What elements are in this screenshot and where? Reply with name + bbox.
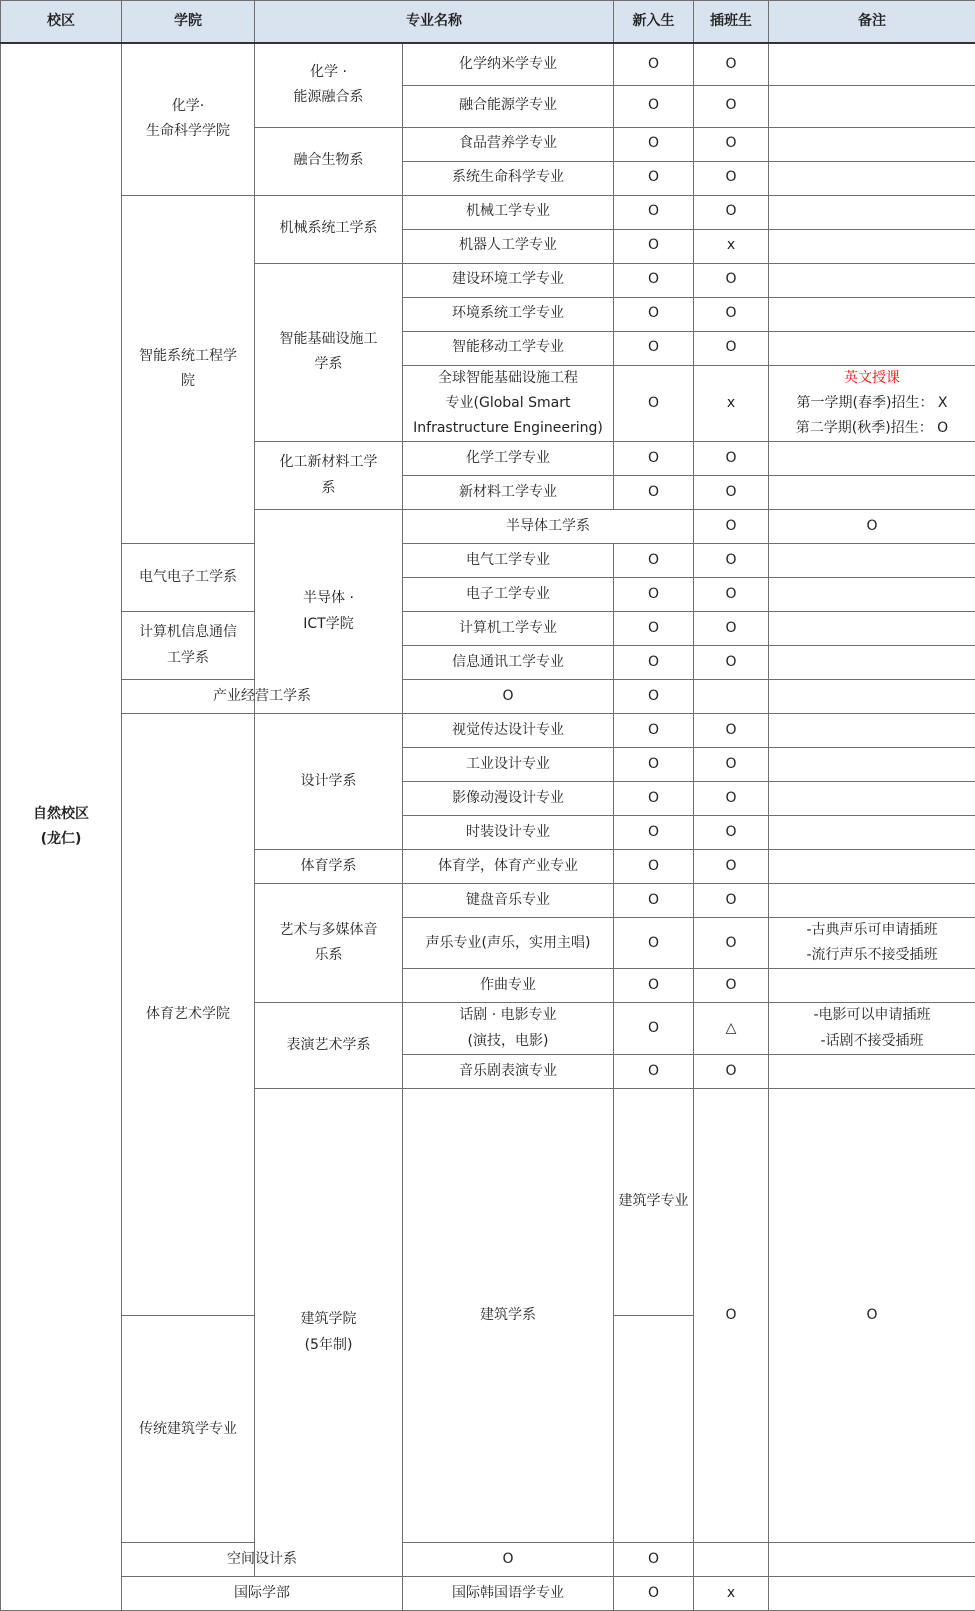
freshman-mark: O [614, 969, 694, 1003]
major-food-nutrition: 食品营养学专业 [403, 127, 614, 161]
dept-performance: 表演艺术学系 [255, 1003, 403, 1088]
major-composition: 作曲专业 [403, 969, 614, 1003]
remark-cell [769, 331, 975, 365]
freshman-mark: O [614, 297, 694, 331]
dept-chem-material [255, 442, 403, 510]
major-line: 全球智能基础设施工程 [407, 366, 609, 391]
major-industrial-design: 工业设计专业 [403, 748, 614, 782]
header-transfer: 插班生 [694, 1, 769, 44]
dept-line: 能源融合系 [259, 85, 398, 110]
transfer-mark: O [694, 161, 769, 195]
remark-cell [769, 195, 975, 229]
college-line: 生命科学学院 [126, 119, 250, 144]
classical-vocal-note: -古典声乐可申请插班 [773, 918, 971, 943]
transfer-mark: △ [694, 1003, 769, 1054]
remark-cell [769, 884, 975, 918]
transfer-mark: O [694, 969, 769, 1003]
dept-line: 计算机信息通信 [126, 620, 250, 645]
major-env-systems: 环境系统工学专业 [403, 297, 614, 331]
freshman-mark: O [614, 714, 694, 748]
remark-cell [769, 714, 975, 748]
transfer-mark: O [694, 476, 769, 510]
campus-location: (龙仁) [5, 827, 117, 852]
major-global-infra [403, 365, 614, 442]
freshman-mark: O [614, 442, 694, 476]
transfer-mark: O [694, 43, 769, 85]
transfer-mark: O [694, 195, 769, 229]
dept-line: 学系 [259, 352, 398, 377]
transfer-mark: O [694, 782, 769, 816]
freshman-mark: O [694, 510, 769, 544]
freshman-mark: O [614, 884, 694, 918]
transfer-mark: O [769, 510, 975, 544]
major-electrical: 电气工学专业 [403, 544, 614, 578]
major-fusion-energy: 融合能源学专业 [403, 85, 614, 127]
header-college: 学院 [122, 1, 255, 44]
table-row [1, 1577, 975, 1611]
transfer-mark: O [614, 1543, 694, 1577]
freshman-mark: O [614, 544, 694, 578]
header-remarks: 备注 [769, 1, 975, 44]
major-smart-mobility: 智能移动工学专业 [403, 331, 614, 365]
dept-bio-fusion: 融合生物系 [255, 127, 403, 195]
dept-line: 化工新材料工学 [259, 450, 398, 475]
freshman-mark: O [614, 85, 694, 127]
remark-cell [769, 816, 975, 850]
dept-space-design: 空间设计系 [122, 1543, 403, 1577]
freshman-mark: O [614, 1577, 694, 1611]
major-vocal: 声乐专业(声乐，实用主唱) [403, 918, 614, 969]
major-fashion-design: 时装设计专业 [403, 816, 614, 850]
freshman-mark: O [614, 331, 694, 365]
transfer-mark: O [694, 1054, 769, 1088]
remark-cell [769, 969, 975, 1003]
major-line: 话剧 · 电影专业 [407, 1003, 609, 1028]
campus-cell [1, 43, 122, 1611]
dept-architecture: 建筑学系 [403, 1088, 614, 1542]
freshman-mark: O [614, 816, 694, 850]
transfer-mark: O [694, 884, 769, 918]
transfer-mark: O [694, 331, 769, 365]
english-taught-note: 英文授课 [773, 366, 971, 391]
remark-drama [769, 1003, 975, 1054]
dept-line: 智能基础设施工 [259, 327, 398, 352]
freshman-mark: O [614, 43, 694, 85]
fall-note: 第二学期(秋季)招生： O [773, 416, 971, 441]
major-drama-film [403, 1003, 614, 1054]
dept-art-media [255, 884, 403, 1003]
remark-cell [769, 646, 975, 680]
dept-line: 乐系 [259, 943, 398, 968]
remark-cell [694, 1543, 769, 1577]
transfer-mark: O [694, 578, 769, 612]
header-row [1, 1, 975, 44]
dept-design: 设计学系 [255, 714, 403, 850]
transfer-mark: O [694, 918, 769, 969]
major-robot-eng: 机器人工学专业 [403, 229, 614, 263]
remark-cell [769, 127, 975, 161]
freshman-mark: O [614, 612, 694, 646]
remark-cell [769, 297, 975, 331]
remark-cell [769, 850, 975, 884]
major-computer-eng: 计算机工学专业 [403, 612, 614, 646]
transfer-mark: O [694, 646, 769, 680]
major-line: 专业(Global Smart [407, 391, 609, 416]
freshman-mark: O [614, 1054, 694, 1088]
dept-chem-energy [255, 43, 403, 127]
dept-line: 工学系 [126, 646, 250, 671]
dept-line: 艺术与多媒体音 [259, 918, 398, 943]
film-transfer-note: -电影可以申请插班 [773, 1003, 971, 1028]
dept-mech-sys: 机械系统工学系 [255, 195, 403, 263]
major-electronic: 电子工学专业 [403, 578, 614, 612]
dept-sport: 体育学系 [255, 850, 403, 884]
transfer-mark: O [694, 263, 769, 297]
remark-cell [769, 544, 975, 578]
major-korean-lang: 国际韩国语学专业 [403, 1577, 614, 1611]
transfer-mark: O [694, 297, 769, 331]
remark-cell [769, 442, 975, 476]
dept-smart-infra [255, 263, 403, 442]
pop-vocal-note: -流行声乐不接受插班 [773, 943, 971, 968]
header-campus: 校区 [1, 1, 122, 44]
transfer-mark: O [694, 816, 769, 850]
freshman-mark: O [614, 365, 694, 442]
table-row [1, 544, 975, 578]
remark-vocal [769, 918, 975, 969]
college-line: 半导体 · [259, 586, 398, 611]
major-new-material: 新材料工学专业 [403, 476, 614, 510]
college-chem-life [122, 43, 255, 195]
freshman-mark: O [614, 229, 694, 263]
transfer-mark: x [694, 229, 769, 263]
major-systems-bio: 系统生命科学专业 [403, 161, 614, 195]
college-line: 院 [126, 369, 250, 394]
remark-cell [769, 578, 975, 612]
major-sport-industry: 体育学，体育产业专业 [403, 850, 614, 884]
dept-line: 化学 · [259, 60, 398, 85]
campus-name: 自然校区 [5, 802, 117, 827]
transfer-mark: O [694, 127, 769, 161]
table-row [1, 714, 975, 748]
remark-cell [694, 680, 769, 714]
remark-cell [769, 43, 975, 85]
drama-transfer-note: -话剧不接受插班 [773, 1029, 971, 1054]
college-intl: 国际学部 [122, 1577, 403, 1611]
dept-elec: 电气电子工学系 [122, 544, 255, 612]
major-musical: 音乐剧表演专业 [403, 1054, 614, 1088]
major-chem-eng: 化学工学专业 [403, 442, 614, 476]
freshman-mark: O [614, 850, 694, 884]
remark-cell [769, 476, 975, 510]
major-mech-eng: 机械工学专业 [403, 195, 614, 229]
freshman-mark: O [614, 127, 694, 161]
freshman-mark: O [614, 476, 694, 510]
remark-cell [769, 1577, 975, 1611]
remark-cell [769, 229, 975, 263]
dept-semi-eng: 半导体工学系 [403, 510, 694, 544]
remark-cell [769, 263, 975, 297]
college-line: ICT学院 [259, 612, 398, 637]
freshman-mark: O [694, 1088, 769, 1542]
spring-note: 第一学期(春季)招生： X [773, 391, 971, 416]
remark-cell [769, 85, 975, 127]
transfer-mark: O [694, 714, 769, 748]
table-row [1, 195, 975, 229]
table-row [1, 43, 975, 85]
transfer-mark: x [694, 1577, 769, 1611]
freshman-mark: O [614, 161, 694, 195]
freshman-mark: O [403, 680, 614, 714]
table-row [1, 680, 975, 714]
remark-cell [769, 1054, 975, 1088]
table-row [1, 1543, 975, 1577]
college-sport-art: 体育艺术学院 [122, 714, 255, 1316]
freshman-mark: O [614, 646, 694, 680]
transfer-mark: O [694, 748, 769, 782]
transfer-mark: x [694, 365, 769, 442]
header-major: 专业名称 [255, 1, 614, 44]
freshman-mark: O [403, 1543, 614, 1577]
major-visual-design: 视觉传达设计专业 [403, 714, 614, 748]
college-line: 智能系统工程学 [126, 344, 250, 369]
freshman-mark: O [614, 263, 694, 297]
transfer-mark: O [694, 442, 769, 476]
major-architecture: 建筑学专业 [614, 1088, 694, 1315]
dept-computer-info [122, 612, 255, 680]
major-chem-nano: 化学纳米学专业 [403, 43, 614, 85]
freshman-mark: O [614, 1003, 694, 1054]
freshman-mark: O [614, 748, 694, 782]
remark-cell [769, 161, 975, 195]
dept-industrial-mgmt: 产业经营工学系 [122, 680, 403, 714]
major-line: Infrastructure Engineering) [407, 416, 609, 441]
major-line: (演技，电影) [407, 1029, 609, 1054]
remark-cell [769, 612, 975, 646]
college-line: (5年制) [259, 1333, 398, 1358]
table-row [1, 612, 975, 646]
major-info-comm: 信息通讯工学专业 [403, 646, 614, 680]
college-arch [255, 1088, 403, 1576]
freshman-mark: O [614, 918, 694, 969]
major-animation-design: 影像动漫设计专业 [403, 782, 614, 816]
transfer-mark: O [769, 1088, 975, 1542]
college-smart-sys [122, 195, 255, 544]
remark-cell [769, 782, 975, 816]
header-freshman: 新入生 [614, 1, 694, 44]
dept-line: 系 [259, 476, 398, 501]
freshman-mark: O [614, 782, 694, 816]
remark-global [769, 365, 975, 442]
college-line: 建筑学院 [259, 1307, 398, 1332]
college-line: 化学· [126, 94, 250, 119]
freshman-mark: O [614, 195, 694, 229]
freshman-mark: O [614, 578, 694, 612]
major-traditional-arch: 传统建筑学专业 [122, 1316, 255, 1543]
transfer-mark: O [694, 850, 769, 884]
remark-cell [769, 748, 975, 782]
transfer-mark: O [694, 85, 769, 127]
major-construction-env: 建设环境工学专业 [403, 263, 614, 297]
transfer-mark: O [694, 544, 769, 578]
transfer-mark: O [614, 680, 694, 714]
transfer-mark: O [694, 612, 769, 646]
major-keyboard-music: 键盘音乐专业 [403, 884, 614, 918]
